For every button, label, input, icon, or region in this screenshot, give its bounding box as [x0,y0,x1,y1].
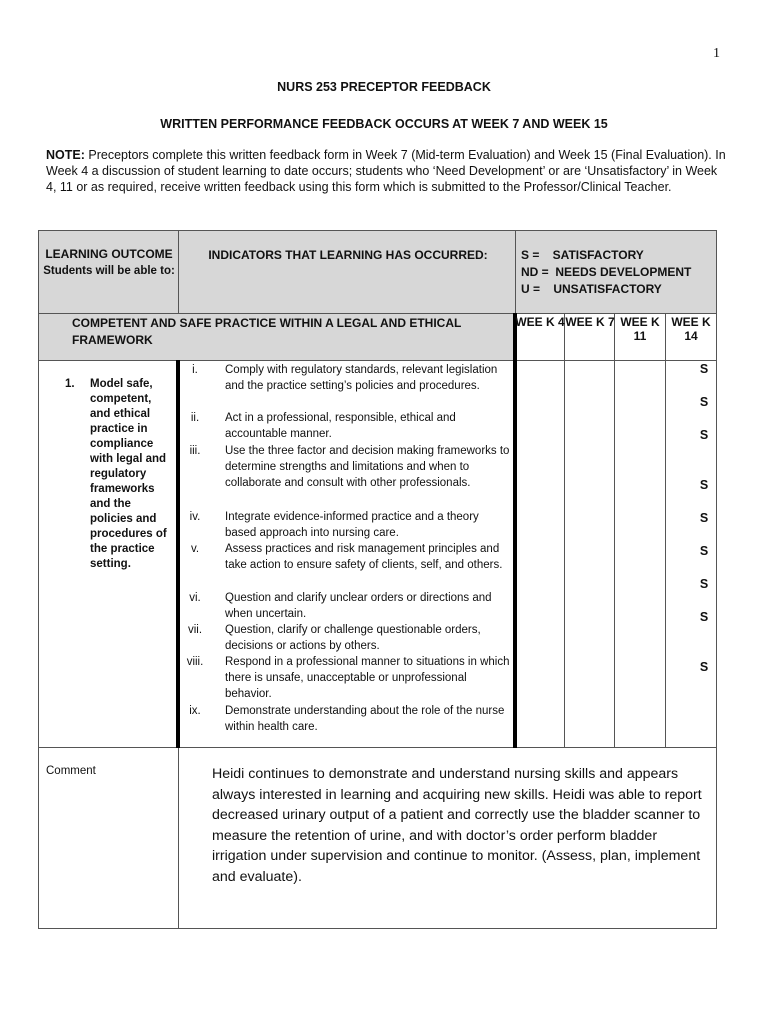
outcome-text: Model safe, competent, and ethical practice in compliance with legal and regulatory frameworks and the policies and procedures of the practice setting. [90,378,167,570]
learning-outcome-1 [65,377,168,572]
legend-unsatisfactory: U = UNSATISFACTORY [521,282,662,296]
indicator-item [182,410,512,442]
table-border-top [38,230,717,231]
indicator-text: Integrate evidence-informed practice and a theory based approach into nursing care. [225,511,479,539]
learning-outcome-heading: LEARNING OUTCOME [45,247,173,261]
indicator-item [182,590,512,622]
legend-satisfactory: S = SATISFACTORY [521,248,644,262]
note-paragraph [46,147,726,195]
outcome-number: 1. [65,378,75,390]
indicator-number: v. [190,543,200,555]
indicator-item [182,622,512,654]
indicator-text: Use the three factor and decision making frameworks to determine strengths and limitations and when to collaborate and consult with other professionals. [225,445,510,489]
week-7-header: WEE K 7 [565,315,615,329]
indicator-text: Respond in a professional manner to situations in which there is unsafe, unacceptable or unprofessional behavior. [225,656,510,700]
page-title: NURS 253 PRECEPTOR FEEDBACK [277,80,491,94]
table-border-right [716,230,717,929]
indicators-header: INDICATORS THAT LEARNING HAS OCCURRED: [208,248,488,262]
indicator-item [182,703,512,735]
indicator-number: vi. [189,592,201,604]
legend-needs-development: ND = NEEDS DEVELOPMENT [521,265,692,279]
indicator-text: Question and clarify unclear orders or directions and when uncertain. [225,592,492,620]
indicator-item [182,362,512,394]
indicator-text: Demonstrate understanding about the role of the nurse within health care. [225,705,505,733]
week-14-rating: S [699,660,709,674]
week-14-rating: S [699,544,709,558]
week-14-rating: S [699,511,709,525]
week-14-rating: S [699,478,709,492]
indicator-number: vii. [187,624,203,636]
table-border-bottom [38,928,717,929]
table-rule-thick [176,360,180,748]
table-rule-vertical [178,230,179,313]
learning-outcome-header [40,246,178,280]
note-label: NOTE: [46,148,85,162]
rating-legend [521,247,691,298]
week-4-header: WEE K 4 [515,315,565,329]
indicator-number: iii. [189,445,201,457]
indicator-number: i. [192,364,198,376]
comment-label: Comment [46,765,96,777]
indicator-number: ix. [189,705,201,717]
indicator-number: viii. [186,656,204,668]
week-14-rating: S [699,395,709,409]
table-rule-vertical [515,230,516,313]
page-number: 1 [713,46,720,61]
indicator-item [182,654,512,702]
comment-text: Heidi continues to demonstrate and understand nursing skills and appears always interested in learning and acquiring new skills. Heidi was able to report decreased urinary output of a patient and correctly use the bladder scanner to measure the retention of urine, and with doctor’s order perform bladder irrigation under supervision and continue to monitor. (Assess, plan, implement and evaluate). [212,766,702,885]
table-rule-vertical [614,313,615,748]
indicator-text: Comply with regulatory standards, relevant legislation and the practice setting’s policies and procedures. [225,364,498,392]
indicator-number: iv. [189,511,201,523]
table-border-left [38,230,39,929]
indicator-number: ii. [190,412,200,424]
week-14-rating: S [699,362,709,376]
table-rule [38,747,717,748]
students-able-subheading: Students will be able to: [43,265,175,277]
week-11-header: WEE K 11 [620,315,660,343]
indicator-text: Assess practices and risk management principles and take action to ensure safety of clients, self, and others. [225,543,503,571]
indicator-text: Act in a professional, responsible, ethical and accountable manner. [225,412,456,440]
table-rule [38,313,717,314]
table-rule-vertical [564,313,565,748]
week-14-rating: S [699,428,709,442]
table-rule [38,360,717,361]
note-text: Preceptors complete this written feedback form in Week 7 (Mid-term Evaluation) and Week 15 (Final Evaluation). In Week 4 a discussion of student learning to date occurs; students who ‘Need Development’ or are ‘Unsatisfactory’ in Week 4, 11 or as required, receive written feedback using this form which is submitted to the Professor/Clinical Teacher. [46,148,726,194]
indicator-item [182,541,512,573]
indicator-text: Question, clarify or challenge questionable orders, decisions or actions by others. [225,624,481,652]
week-14-rating: S [699,610,709,624]
indicator-item [182,509,512,541]
indicator-item [182,443,512,491]
page-subtitle: WRITTEN PERFORMANCE FEEDBACK OCCURS AT WEEK 7 AND WEEK 15 [160,117,608,131]
section-title: COMPETENT AND SAFE PRACTICE WITHIN A LEGAL AND ETHICAL FRAMEWORK [72,316,462,347]
week-14-header: WEE K 14 [671,315,711,343]
table-rule-vertical [665,313,666,748]
week-14-rating: S [699,577,709,591]
table-rule-vertical [178,747,179,929]
table-rule-thick [513,313,517,748]
